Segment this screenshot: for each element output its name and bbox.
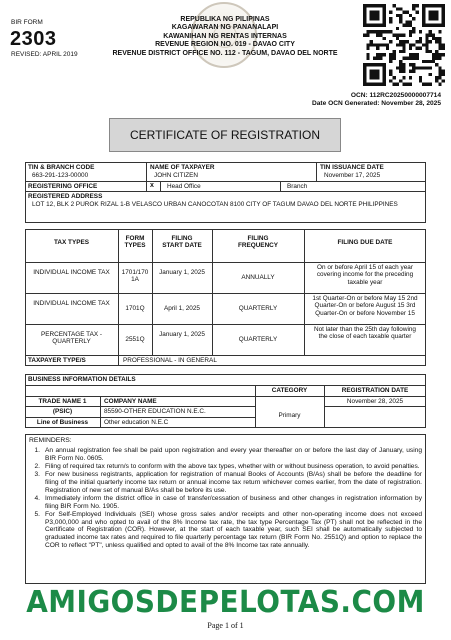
- table-cell-start: April 1, 2025: [164, 305, 200, 312]
- table-cell-due: On or before April 15 of each year covering income for the preceding taxable year: [316, 264, 414, 286]
- tin-issuance-label: TIN ISSUANCE DATE: [320, 164, 384, 171]
- table-cell-frequency: QUARTERLY: [238, 305, 278, 312]
- list-item: 1. An annual registration fee shall be paid upon registration and every year thereafter on or before the last day of January, using BIR Form No. 0605.: [34, 447, 422, 462]
- psic-value: 85590-OTHER EDUCATION N.E.C.: [104, 408, 206, 415]
- table-cell-frequency: ANNUALLY: [241, 274, 275, 281]
- head-office-checkbox: x: [150, 182, 154, 189]
- registered-address-value: LOT 12, BLK 2 PUROK RIZAL 1-B VELASCO URBAN CANOCOTAN 8100 CITY OF TAGUM DAVAO DEL NORTE PHILIPPINES: [32, 201, 398, 208]
- category-value: Primary: [278, 412, 301, 419]
- line-of-business-value: Other education N.E.C: [104, 419, 169, 426]
- col-header-tax-types: TAX TYPES: [53, 239, 90, 246]
- watermark-text: AMIGOSDEPELOTAS.COM: [26, 585, 425, 620]
- ocn-date: Date OCN Generated: November 28, 2025: [312, 100, 441, 108]
- list-item: 3. For new business registrants, application for registration of manual Books of Accounts (B/As) shall be before the deadline for filing of the initial quarterly income tax return or annual income tax return whichever comes earlier, from the date of registration. Registration of new set of manual B/As shall be before its use.: [34, 471, 422, 494]
- reminders-title: REMINDERS:: [29, 437, 72, 444]
- taxpayer-type-value: PROFESSIONAL - IN GENERAL: [123, 357, 217, 364]
- list-item: 2. Filing of required tax return/s to conform with the above tax types, whether with or without business operation, to avoid penalties.: [34, 463, 420, 470]
- table-cell-form: 1701/1701A: [121, 269, 149, 284]
- tin-value: 663-291-123-00000: [32, 172, 89, 179]
- trade-name-label: TRADE NAME 1: [38, 398, 87, 405]
- psic-label: (PSIC): [52, 408, 73, 415]
- head-office-label: Head Office: [167, 183, 201, 190]
- agency-header: [96, 16, 354, 58]
- list-item: 5. For Self-Employed Individuals (SEI) whose gross sales and/or receipts and other non-operating income does not exceed P3,000,000 and who opted to avail of the 8% Income tax rate, the tax type Percentage Tax (PT) shall not be reflected in the Certificate of Registration (COR). However, at the start of each taxable year, such SEI shall be automatically subjected to graduated income tax rates and required to file quarterly percentage tax return (BIR Form No. 2551Q) and option to replace the COR to reflect "PT", unless qualified and opted to avail of the 8% Income tax rate annually.: [34, 511, 422, 549]
- ocn-block: [240, 92, 441, 108]
- col-header-filing-frequency: FILING FREQUENCY: [237, 235, 279, 250]
- taxpayer-name-value: JOHN CITIZEN: [154, 172, 199, 179]
- ocn-number: OCN: 112RC20250000007714: [350, 92, 441, 99]
- agency-line: REPUBLIKA NG PILIPINAS: [180, 16, 270, 23]
- agency-line: KAWANIHAN NG RENTAS INTERNAS: [163, 32, 287, 40]
- revised-date: REVISED: APRIL 2019: [11, 51, 78, 58]
- line-of-business-label: Line of Business: [36, 419, 89, 426]
- taxpayer-type-label: TAXPAYER TYPE/S: [28, 357, 86, 364]
- bir-form-label: BIR FORM: [11, 19, 43, 26]
- col-header-filing-due: FILING DUE DATE: [337, 239, 393, 246]
- tin-issuance-value: November 17, 2025: [324, 172, 381, 179]
- page-number: Page 1 of 1: [207, 621, 244, 630]
- list-item: 4. Immediately inform the district office in case of transfer/cessation of business and other changes in registration information by filing BIR Form No. 1905.: [34, 495, 422, 510]
- reminders-list: [29, 447, 422, 550]
- table-cell-due: Not later than the 25th day following the close of each taxable quarter: [314, 326, 416, 341]
- agency-line: KAGAWARAN NG PANANALAPI: [171, 24, 279, 32]
- table-cell-form: 1701Q: [125, 305, 145, 312]
- form-number: 2303: [10, 28, 57, 50]
- company-name-label: COMPANY NAME: [104, 398, 157, 405]
- table-cell-start: January 1, 2025: [159, 269, 205, 276]
- tin-label: TIN & BRANCH CODE: [28, 164, 95, 171]
- table-cell-form: 2551Q: [125, 336, 145, 343]
- table-cell-tax-type: INDIVIDUAL INCOME TAX: [33, 269, 110, 276]
- agency-line: REVENUE DISTRICT OFFICE NO. 112 - TAGUM, DAVAO DEL NORTE: [112, 49, 338, 57]
- agency-line: REVENUE REGION NO. 019 - DAVAO CITY: [155, 41, 295, 49]
- table-cell-tax-type: INDIVIDUAL INCOME TAX: [33, 300, 110, 307]
- registration-date-value: November 28, 2025: [346, 398, 404, 405]
- registered-address-label: REGISTERED ADDRESS: [28, 193, 103, 200]
- table-cell-start: January 1, 2025: [159, 331, 205, 338]
- page-title: CERTIFICATE OF REGISTRATION: [109, 118, 341, 152]
- qr-code-icon: [363, 4, 445, 86]
- category-label: CATEGORY: [271, 387, 308, 394]
- business-section-title: BUSINESS INFORMATION DETAILS: [28, 376, 136, 383]
- taxpayer-name-label: NAME OF TAXPAYER: [150, 164, 215, 171]
- table-cell-frequency: QUARTERLY: [238, 336, 278, 343]
- registration-date-label: REGISTRATION DATE: [341, 387, 409, 394]
- table-cell-tax-type: PERCENTAGE TAX - QUARTERLY: [40, 331, 103, 346]
- col-header-form-types: FORM TYPES: [124, 235, 146, 250]
- reminders-box: [25, 434, 426, 584]
- branch-label: Branch: [287, 183, 308, 190]
- col-header-filing-start: FILING START DATE: [162, 235, 202, 250]
- registering-office-label: REGISTERING OFFICE: [28, 183, 98, 190]
- table-cell-due: 1st Quarter-On or before May 15 2nd Quarter-On or before August 15 3rd Quarter-On or before November 15: [312, 295, 418, 317]
